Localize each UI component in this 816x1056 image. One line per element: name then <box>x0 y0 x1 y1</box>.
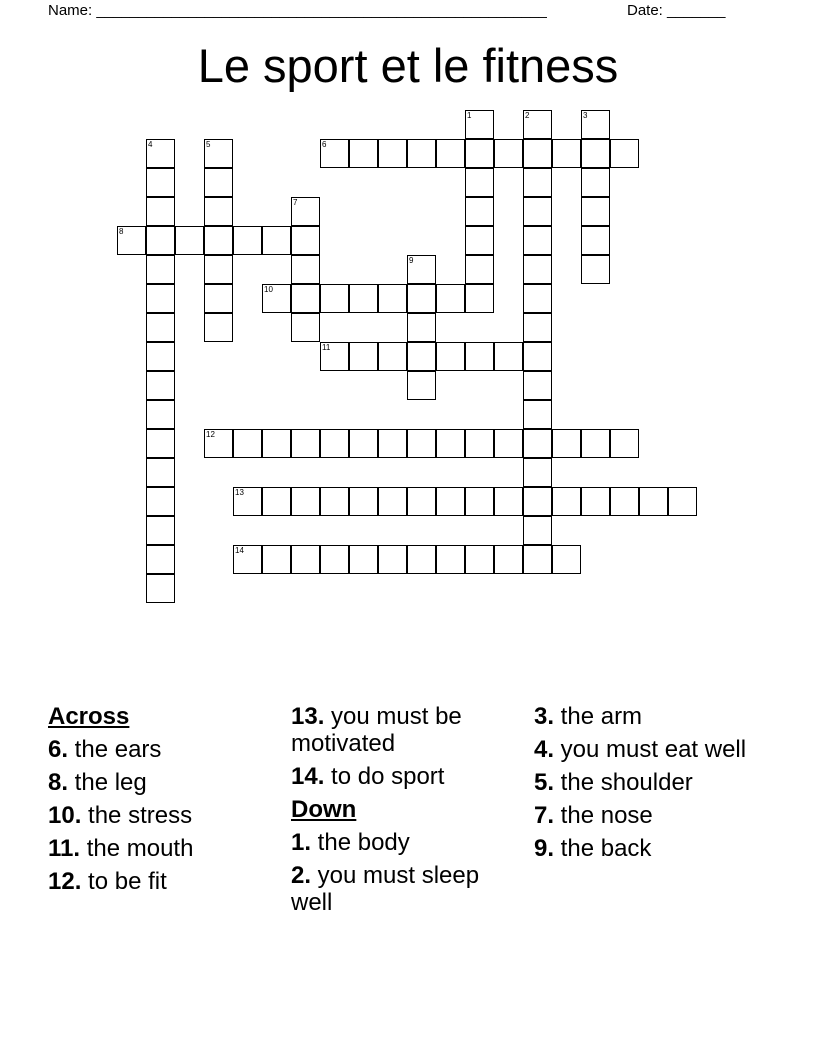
grid-cell[interactable] <box>523 342 552 371</box>
grid-cell[interactable] <box>581 197 610 226</box>
grid-cell[interactable] <box>610 139 639 168</box>
grid-cell[interactable] <box>523 487 552 516</box>
clue-number-label: 10 <box>264 285 273 294</box>
grid-cell[interactable] <box>146 284 175 313</box>
grid-cell[interactable] <box>146 197 175 226</box>
grid-cell[interactable] <box>436 545 465 574</box>
grid-cell[interactable] <box>639 487 668 516</box>
grid-cell[interactable] <box>320 429 349 458</box>
grid-cell[interactable] <box>262 545 291 574</box>
clue-number: 9. <box>534 835 555 862</box>
grid-cell[interactable] <box>523 313 552 342</box>
clue-number: 5. <box>534 769 555 796</box>
clue-number: 11. <box>48 835 81 862</box>
grid-cell[interactable] <box>378 487 407 516</box>
clue-number-label: 5 <box>206 140 211 149</box>
clue-text: to do sport <box>324 763 445 790</box>
grid-cell[interactable] <box>581 255 610 284</box>
grid-cell[interactable] <box>204 226 233 255</box>
grid-cell[interactable] <box>581 487 610 516</box>
clue-item <box>48 736 283 763</box>
grid-cell[interactable] <box>407 545 436 574</box>
grid-cell[interactable] <box>465 545 494 574</box>
clue-number: 4. <box>534 736 555 763</box>
grid-cell[interactable] <box>523 197 552 226</box>
grid-cell[interactable] <box>146 429 175 458</box>
grid-cell[interactable] <box>552 487 581 516</box>
grid-cell[interactable] <box>146 371 175 400</box>
grid-cell[interactable] <box>378 139 407 168</box>
clue-text: the stress <box>81 802 193 829</box>
grid-cell[interactable] <box>494 139 523 168</box>
grid-cell[interactable] <box>146 400 175 429</box>
grid-cell[interactable] <box>523 458 552 487</box>
grid-cell[interactable] <box>523 139 552 168</box>
grid-cell[interactable] <box>378 342 407 371</box>
grid-cell[interactable] <box>291 545 320 574</box>
grid-cell[interactable] <box>320 284 349 313</box>
grid-cell[interactable] <box>494 545 523 574</box>
grid-cell[interactable] <box>436 342 465 371</box>
down-heading: Down <box>291 796 357 823</box>
grid-cell[interactable] <box>320 487 349 516</box>
clue-number-label: 12 <box>206 430 215 439</box>
grid-cell[interactable] <box>523 226 552 255</box>
grid-cell[interactable] <box>204 429 233 458</box>
clue-item <box>534 736 769 763</box>
grid-cell[interactable] <box>407 342 436 371</box>
clue-number-label: 4 <box>148 140 153 149</box>
grid-cell[interactable] <box>407 255 436 284</box>
grid-cell[interactable] <box>407 429 436 458</box>
clue-number-label: 14 <box>235 546 244 555</box>
name-field: Name: ______________________________________________________ <box>48 2 547 19</box>
clue-number-label: 13 <box>235 488 244 497</box>
date-field: Date: _______ <box>627 2 726 19</box>
grid-cell[interactable] <box>349 429 378 458</box>
clue-item <box>48 769 283 796</box>
grid-cell[interactable] <box>349 487 378 516</box>
grid-cell[interactable] <box>581 110 610 139</box>
grid-cell[interactable] <box>465 487 494 516</box>
grid-cell[interactable] <box>523 545 552 574</box>
grid-cell[interactable] <box>146 168 175 197</box>
grid-cell[interactable] <box>581 139 610 168</box>
clue-item <box>534 802 769 829</box>
grid-cell[interactable] <box>204 168 233 197</box>
clue-item <box>534 703 769 730</box>
grid-cell[interactable] <box>523 371 552 400</box>
grid-cell[interactable] <box>291 255 320 284</box>
grid-cell[interactable] <box>465 139 494 168</box>
grid-cell[interactable] <box>465 168 494 197</box>
grid-cell[interactable] <box>291 487 320 516</box>
grid-cell[interactable] <box>291 313 320 342</box>
grid-cell[interactable] <box>581 226 610 255</box>
clue-number-label: 6 <box>322 140 327 149</box>
grid-cell[interactable] <box>291 429 320 458</box>
clue-item <box>291 829 526 856</box>
grid-cell[interactable] <box>436 139 465 168</box>
grid-cell[interactable] <box>146 313 175 342</box>
grid-cell[interactable] <box>378 429 407 458</box>
grid-cell[interactable] <box>523 516 552 545</box>
grid-cell[interactable] <box>494 429 523 458</box>
grid-cell[interactable] <box>465 342 494 371</box>
clue-text: the nose <box>554 802 653 829</box>
clues-column-2 <box>291 703 526 922</box>
grid-cell[interactable] <box>146 487 175 516</box>
grid-cell[interactable] <box>291 226 320 255</box>
grid-cell[interactable] <box>465 110 494 139</box>
grid-cell[interactable] <box>465 284 494 313</box>
grid-cell[interactable] <box>291 197 320 226</box>
grid-cell[interactable] <box>407 284 436 313</box>
grid-cell[interactable] <box>262 284 291 313</box>
clue-text: the ears <box>68 736 162 763</box>
clue-number: 12. <box>48 868 82 895</box>
grid-cell[interactable] <box>146 545 175 574</box>
grid-cell[interactable] <box>552 139 581 168</box>
clue-number-label: 1 <box>467 111 472 120</box>
grid-cell[interactable] <box>552 429 581 458</box>
clue-item <box>291 862 526 916</box>
grid-cell[interactable] <box>668 487 697 516</box>
clue-item <box>48 802 283 829</box>
grid-cell[interactable] <box>146 516 175 545</box>
grid-cell[interactable] <box>320 139 349 168</box>
grid-cell[interactable] <box>436 429 465 458</box>
grid-cell[interactable] <box>465 197 494 226</box>
clue-number-label: 9 <box>409 256 414 265</box>
grid-cell[interactable] <box>610 487 639 516</box>
clue-item <box>534 769 769 796</box>
clue-item <box>534 835 769 862</box>
clue-number: 7. <box>534 802 555 829</box>
grid-cell[interactable] <box>407 313 436 342</box>
clues-column-3 <box>534 703 769 868</box>
grid-cell[interactable] <box>146 574 175 603</box>
grid-cell[interactable] <box>204 255 233 284</box>
grid-cell[interactable] <box>407 371 436 400</box>
grid-cell[interactable] <box>204 313 233 342</box>
clue-text: you must eat well <box>554 736 747 763</box>
grid-cell[interactable] <box>204 139 233 168</box>
grid-cell[interactable] <box>465 226 494 255</box>
grid-cell[interactable] <box>407 139 436 168</box>
clue-text: the back <box>554 835 652 862</box>
clue-text: you must sleep well <box>291 862 480 916</box>
grid-cell[interactable] <box>233 226 262 255</box>
clue-number: 2. <box>291 862 312 889</box>
grid-cell[interactable] <box>146 226 175 255</box>
clue-number: 1. <box>291 829 312 856</box>
grid-cell[interactable] <box>581 429 610 458</box>
grid-cell[interactable] <box>233 429 262 458</box>
page-title: Le sport et le fitness <box>197 39 619 92</box>
grid-cell[interactable] <box>175 226 204 255</box>
clue-number: 13. <box>291 703 325 730</box>
grid-cell[interactable] <box>349 545 378 574</box>
grid-cell[interactable] <box>465 429 494 458</box>
grid-cell[interactable] <box>523 400 552 429</box>
grid-cell[interactable] <box>407 487 436 516</box>
clue-number-label: 11 <box>322 343 331 352</box>
clue-number: 14. <box>291 763 325 790</box>
grid-cell[interactable] <box>233 487 262 516</box>
clue-number: 6. <box>48 736 69 763</box>
grid-cell[interactable] <box>552 545 581 574</box>
grid-cell[interactable] <box>117 226 146 255</box>
grid-cell[interactable] <box>523 255 552 284</box>
grid-cell[interactable] <box>349 139 378 168</box>
clue-text: the body <box>311 829 410 856</box>
grid-cell[interactable] <box>146 342 175 371</box>
grid-cell[interactable] <box>204 284 233 313</box>
grid-cell[interactable] <box>523 429 552 458</box>
grid-cell[interactable] <box>320 342 349 371</box>
grid-cell[interactable] <box>349 342 378 371</box>
grid-cell[interactable] <box>610 429 639 458</box>
clue-text: the mouth <box>80 835 194 862</box>
clue-number-label: 8 <box>119 227 124 236</box>
clue-text: the shoulder <box>554 769 693 796</box>
grid-cell[interactable] <box>291 284 320 313</box>
across-heading: Across <box>48 703 130 730</box>
grid-cell[interactable] <box>523 284 552 313</box>
grid-cell[interactable] <box>436 487 465 516</box>
clues-column-1 <box>48 703 283 901</box>
clue-item <box>48 868 283 895</box>
grid-cell[interactable] <box>378 545 407 574</box>
clue-text: you must be motivated <box>291 703 462 757</box>
clue-number-label: 2 <box>525 111 530 120</box>
clue-number: 8. <box>48 769 69 796</box>
grid-cell[interactable] <box>436 284 465 313</box>
clue-item <box>48 835 283 862</box>
clue-number: 10. <box>48 802 82 829</box>
grid-cell[interactable] <box>262 429 291 458</box>
grid-cell[interactable] <box>349 284 378 313</box>
clue-text: the leg <box>68 769 147 796</box>
grid-cell[interactable] <box>146 139 175 168</box>
grid-cell[interactable] <box>204 197 233 226</box>
grid-cell[interactable] <box>581 168 610 197</box>
grid-cell[interactable] <box>465 255 494 284</box>
grid-cell[interactable] <box>262 487 291 516</box>
grid-cell[interactable] <box>523 110 552 139</box>
grid-cell[interactable] <box>494 487 523 516</box>
grid-cell[interactable] <box>523 168 552 197</box>
grid-cell[interactable] <box>262 226 291 255</box>
grid-cell[interactable] <box>494 342 523 371</box>
grid-cell[interactable] <box>146 458 175 487</box>
grid-cell[interactable] <box>320 545 349 574</box>
clue-number-label: 7 <box>293 198 298 207</box>
clue-text: the arm <box>554 703 643 730</box>
grid-cell[interactable] <box>378 284 407 313</box>
clue-item <box>291 703 526 757</box>
clue-item <box>291 763 526 790</box>
grid-cell[interactable] <box>233 545 262 574</box>
grid-cell[interactable] <box>146 255 175 284</box>
clue-number: 3. <box>534 703 555 730</box>
clue-number-label: 3 <box>583 111 588 120</box>
clue-text: to be fit <box>81 868 167 895</box>
